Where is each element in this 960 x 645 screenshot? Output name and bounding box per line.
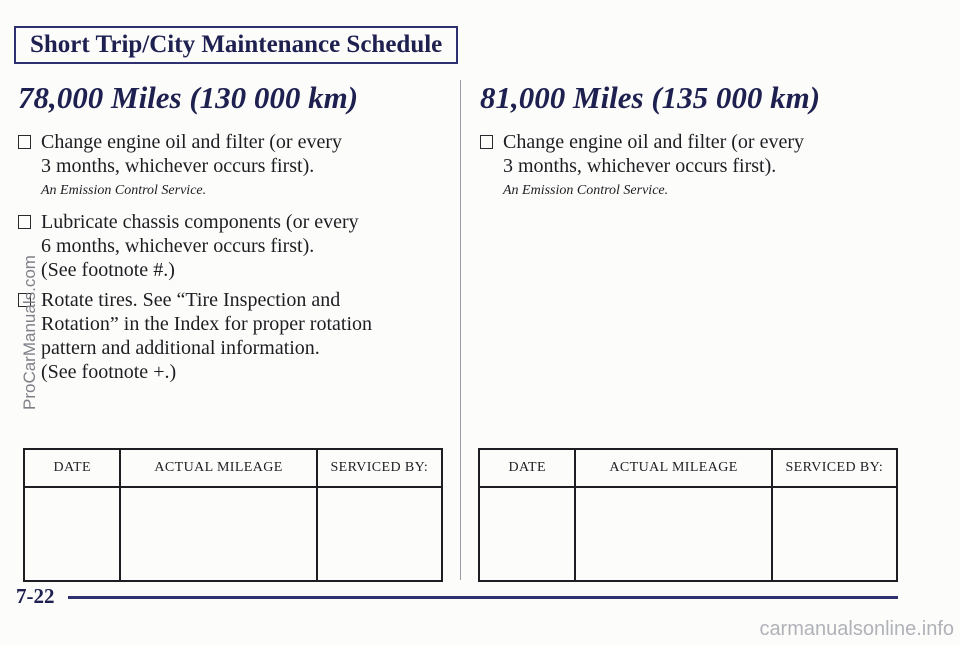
- footer-rule: [68, 596, 898, 599]
- table-header-row: [479, 449, 897, 487]
- column-header-date: DATE: [479, 449, 575, 487]
- table-header-row: [24, 449, 442, 487]
- page-title: Short Trip/City Maintenance Schedule: [30, 31, 443, 58]
- column-divider: [460, 80, 461, 580]
- page-number: 7-22: [16, 584, 55, 608]
- table-row: [24, 487, 442, 581]
- date-cell[interactable]: [479, 487, 575, 581]
- task-note: An Emission Control Service.: [41, 183, 207, 198]
- checkbox[interactable]: [18, 215, 31, 229]
- task-line: 6 months, whichever occurs first).: [41, 235, 315, 257]
- right-column: [480, 80, 910, 210]
- task-line: Rotation” in the Index for proper rotation: [41, 313, 373, 335]
- date-cell[interactable]: [24, 487, 120, 581]
- checkbox[interactable]: [480, 135, 493, 149]
- mileage-heading-81000: 81,000 Miles (135 000 km): [480, 80, 821, 115]
- task-line: 3 months, whichever occurs first).: [41, 155, 315, 177]
- mileage-cell[interactable]: [575, 487, 771, 581]
- task-line: Rotate tires. See “Tire Inspection and: [41, 289, 341, 311]
- task-item: [480, 130, 910, 178]
- task-note: An Emission Control Service.: [503, 183, 669, 198]
- serviced-by-cell[interactable]: [317, 487, 442, 581]
- serviced-by-cell[interactable]: [772, 487, 897, 581]
- column-header-serviced-by: SERVICED BY:: [317, 449, 442, 487]
- task-line: (See footnote #.): [41, 259, 175, 281]
- task-line: 3 months, whichever occurs first).: [503, 155, 777, 177]
- task-line: (See footnote +.): [41, 361, 177, 383]
- column-header-date: DATE: [24, 449, 120, 487]
- task-item: [18, 130, 448, 178]
- task-line: Change engine oil and filter (or every: [503, 131, 804, 153]
- column-header-serviced-by: SERVICED BY:: [772, 449, 897, 487]
- checkbox[interactable]: [18, 135, 31, 149]
- service-record-table-78000: [23, 448, 443, 582]
- column-header-mileage: ACTUAL MILEAGE: [575, 449, 771, 487]
- service-record-table-81000: [478, 448, 898, 582]
- table-row: [479, 487, 897, 581]
- task-item: [18, 288, 448, 384]
- task-line: Lubricate chassis components (or every: [41, 211, 359, 233]
- schedule-header: [14, 26, 458, 64]
- bottom-watermark: carmanualsonline.info: [759, 618, 954, 640]
- side-watermark: ProCarManuals.com: [20, 255, 39, 410]
- left-column: [18, 80, 448, 388]
- column-header-mileage: ACTUAL MILEAGE: [120, 449, 316, 487]
- mileage-cell[interactable]: [120, 487, 316, 581]
- task-item: [18, 210, 448, 282]
- mileage-heading-78000: 78,000 Miles (130 000 km): [18, 80, 359, 115]
- task-line: Change engine oil and filter (or every: [41, 131, 342, 153]
- task-line: pattern and additional information.: [41, 337, 320, 359]
